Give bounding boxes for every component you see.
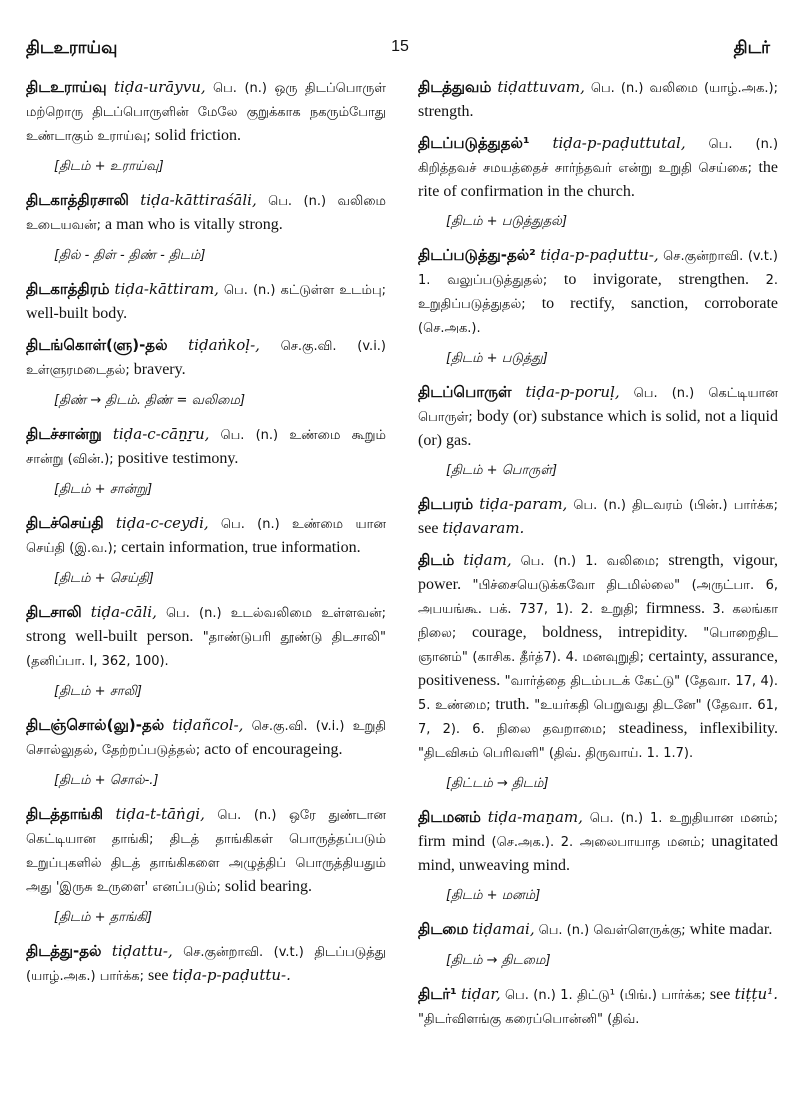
english-gloss: body (or) substance which is solid, not a liquid (or) gas.	[418, 408, 778, 449]
tamil-text: 2. உறுதிப்படுத்துதல்;	[418, 273, 779, 312]
dictionary-entry	[26, 714, 386, 762]
english-gloss: strength.	[418, 103, 474, 120]
tamil-text: "திடவிசும் பெரிவளி" (திவ். திருவாய். 1. 1.7).	[418, 746, 694, 761]
english-gloss: firm mind	[418, 833, 492, 850]
transliteration: tiḍa-kāttiraśāli,	[140, 191, 257, 209]
english-gloss	[686, 135, 709, 152]
transliteration: tiḍa-c-ceydi,	[115, 514, 209, 532]
tamil-text: (செ.அக.). 2. அலைபாயாத மனம்;	[491, 835, 705, 850]
etymology: [திடம் → திடமை]	[446, 953, 551, 968]
english-gloss: acto of encourageing.	[200, 741, 343, 758]
headword: திடஞ்சொல்(லு)-தல்	[26, 716, 165, 734]
dictionary-entry	[418, 493, 778, 540]
tamil-text: பெ. (n.) வலிமை உடையவன்;	[26, 194, 386, 233]
tamil-text: "பொறைதிட ஞானம்" (காசிக. தீர்த்7). 4. மனவுறுதி;	[418, 626, 778, 665]
english-gloss	[583, 809, 590, 826]
headword: திடங்கொள்(ளு)-தல்	[26, 336, 168, 354]
english-gloss: steadiness, inflexibility.	[606, 720, 778, 737]
english-gloss: positive testimony.	[113, 450, 239, 467]
etymology: [திடம் + சான்று]	[54, 482, 153, 497]
headword: திடப்படுத்துதல்¹	[418, 134, 530, 152]
etymology: [திடம் + தாங்கி]	[54, 910, 153, 925]
english-gloss	[243, 717, 251, 734]
headword: திடமனம்	[418, 808, 481, 826]
tamil-text: பெ. (n.) 1. திட்டு¹ (பிங்.) பார்க்க;	[504, 988, 706, 1003]
tamil-text: "திடர்விளங்கு கரைப்பொன்னி" (திவ்.	[418, 1012, 640, 1027]
tamil-text: செ.குன்றாவி. (v.t.) 1. வலுப்படுத்துதல்;	[418, 249, 779, 288]
etymology: [திண் → திடம். திண் = வலிமை]	[54, 393, 246, 408]
english-gloss: solid bearing.	[220, 878, 312, 895]
tamil-text: "பிச்சையெடுக்கவோ திடமில்லை" (அருட்பா. 6, அபயங்கூ. பக். 737, 1). 2. உறுதி;	[418, 578, 779, 617]
etymology: [திடம் + சொல்-.]	[54, 773, 159, 788]
etymology: [திடம் + செய்தி]	[54, 571, 154, 586]
english-gloss: see	[418, 520, 443, 537]
transliteration: tiḍa-kāttiram,	[114, 280, 219, 298]
headword: திடர்¹	[418, 985, 457, 1003]
headword: திடத்து-தல்	[26, 942, 102, 960]
headword: திடசாலி	[26, 603, 82, 621]
english-gloss	[107, 79, 114, 96]
dictionary-entry	[26, 189, 386, 237]
transliteration: tiḍa-cāli,	[90, 603, 157, 621]
english-gloss: well-built body.	[26, 305, 128, 322]
transliteration: tiḍam,	[463, 551, 512, 569]
tamil-text: பெ. (n.) உண்மை யான செய்தி (இ.வ.);	[26, 517, 386, 556]
transliteration: tiḍa-p-poruḷ,	[525, 383, 620, 401]
tamil-text: செ.குன்றாவி. (v.t.) திடப்படுத்து (யாழ்.அக.) பார்க்க;	[26, 945, 387, 984]
tamil-text: செ.கு.வி. (v.i.) உள்ளுரமடைதல்;	[26, 339, 387, 378]
dictionary-entry	[26, 803, 386, 899]
dictionary-entry	[418, 918, 778, 942]
dictionary-entry	[418, 76, 778, 123]
headword: திடப்பொருள்	[418, 383, 512, 401]
english-gloss: a man who is vitally strong.	[101, 216, 283, 233]
dictionary-entry	[418, 132, 778, 203]
english-gloss: truth.	[490, 696, 535, 713]
english-gloss	[129, 192, 140, 209]
dictionary-entry	[26, 940, 386, 988]
english-gloss: see	[143, 967, 173, 984]
english-gloss: strength, vigour, power.	[418, 552, 778, 593]
tamil-text: பெ. (n.) உண்மை கூறும் சான்று (வின்.);	[26, 428, 387, 467]
header-last-headword: திடர்	[733, 38, 770, 58]
headword: திடம்	[418, 551, 455, 569]
left-column	[26, 76, 386, 997]
transliteration: tiḍa-c-cāṉṟu,	[112, 425, 210, 443]
tamil-text: பெ. (n.) வெள்ளெருக்கு;	[538, 923, 686, 938]
etymology: [திடம் + படுத்து]	[446, 351, 548, 366]
tamil-text: பெ. (n.) திடவரம் (பின்.) பார்க்க;	[573, 498, 778, 513]
headword: திடபரம்	[418, 495, 474, 513]
transliteration: tiḍamai,	[472, 920, 535, 938]
transliteration: tiḍattuvam,	[497, 78, 585, 96]
english-gloss: bravery.	[129, 361, 186, 378]
transliteration: tiḍa-p-paḍuttu-.	[172, 966, 291, 984]
english-gloss: firmness.	[638, 600, 713, 617]
english-gloss: certainty, assurance, positiveness.	[418, 648, 778, 689]
page-header	[0, 38, 800, 66]
english-gloss	[168, 337, 189, 354]
english-gloss	[620, 384, 634, 401]
english-gloss: solid friction.	[150, 127, 242, 144]
tamil-text: "தாண்டுபரி தூண்டு திடசாலி" (தனிப்பா. I, 362, 100).	[26, 630, 386, 669]
etymology: [தில் - திள் - திண் - திடம்]	[54, 248, 206, 263]
header-first-headword: திடஉராய்வு	[26, 38, 118, 58]
english-gloss	[512, 552, 521, 569]
dictionary-entry	[26, 278, 386, 325]
tamil-text: "உயர்கதி பெறுவது திடனே" (தேவா. 61, 7, 2). 6. நிலை தவறாமை;	[418, 698, 779, 737]
english-gloss: strong well-built person.	[26, 628, 203, 645]
tamil-text: பெ. (n.) வலிமை (யாழ்.அக.);	[590, 81, 779, 96]
english-gloss	[530, 135, 553, 152]
transliteration: tiḍattu-,	[111, 942, 173, 960]
dictionary-entry	[418, 244, 778, 340]
english-gloss	[103, 806, 115, 823]
english-gloss	[102, 426, 113, 443]
dictionary-entry	[26, 601, 386, 673]
transliteration: tiḍa-p-paḍuttutal,	[552, 134, 686, 152]
english-gloss	[82, 604, 91, 621]
headword: திடத்துவம்	[418, 78, 492, 96]
english-gloss: see	[705, 986, 735, 1003]
english-gloss	[206, 79, 213, 96]
dictionary-entry	[26, 512, 386, 560]
tamil-text: பெ. (n.) கட்டுள்ள உடம்பு;	[223, 283, 387, 298]
transliteration: tiḍaṅkoḷ-,	[188, 336, 260, 354]
etymology: [திடம் + உராய்வு]	[54, 159, 164, 174]
transliteration: tiḍa-t-tāṅgi,	[115, 805, 205, 823]
transliteration: tiḍa-param,	[479, 495, 568, 513]
dictionary-entry	[26, 334, 386, 382]
tamil-text: (செ.அக.).	[418, 321, 481, 336]
transliteration: tiḍa-maṉam,	[487, 808, 583, 826]
tamil-text: "வார்த்தை திடம்படக் கேட்டு" (தேவா. 17, 4). 5. உண்மை;	[418, 674, 778, 713]
transliteration: tiḍa-urāyvu,	[114, 78, 206, 96]
transliteration: tiḍavaram.	[442, 519, 525, 537]
headword: திடஉராய்வு	[26, 78, 107, 96]
headword: திடச்செய்தி	[26, 514, 104, 532]
english-gloss: courage, boldness, intrepidity.	[456, 624, 704, 641]
english-gloss	[512, 384, 526, 401]
english-gloss: the rite of confirmation in the church.	[418, 159, 779, 200]
tamil-text: பெ. (n.) 1. உறுதியான மனம்;	[589, 811, 779, 826]
tamil-text: பெ. (n.) கிறித்தவச் சமயத்தைச் சார்ந்தவர் என்று உறுதி செய்கை;	[418, 137, 779, 176]
headword: திடப்படுத்து-தல்²	[418, 246, 536, 264]
tamil-text: 3. கலங்கா நிலை;	[418, 602, 778, 641]
english-gloss: certain information, true information.	[117, 539, 361, 556]
headword: திடகாத்திரம்	[26, 280, 110, 298]
english-gloss: to invigorate, strengthen.	[547, 271, 766, 288]
headword: திடச்சான்று	[26, 425, 102, 443]
english-gloss: unagitated mind, unweaving mind.	[418, 833, 778, 874]
english-gloss	[209, 426, 220, 443]
dictionary-entry	[418, 806, 778, 877]
english-gloss	[101, 943, 111, 960]
dictionary-entry	[418, 381, 778, 452]
english-gloss: white madar.	[685, 921, 773, 938]
tamil-text: பெ. (n.) ஒரு திடப்பொருள் மற்றொரு திடப்பொருளின் மேலே குறுக்காக நகரும்போது உண்டாகும் உராய்வு;	[26, 81, 386, 144]
english-gloss	[173, 943, 183, 960]
dictionary-entry	[26, 423, 386, 471]
headword: திடத்தாங்கி	[26, 805, 104, 823]
etymology: [திடம் + படுத்துதல்]	[446, 214, 568, 229]
right-column	[418, 76, 778, 1040]
tamil-text: செ.கு.வி. (v.i.) உறுதி சொல்லுதல், தேற்றப்படுத்தல்;	[26, 719, 387, 758]
english-gloss	[209, 515, 221, 532]
etymology: [திடம் + பொருள்]	[446, 463, 558, 478]
transliteration: tiḍa-p-paḍuttu-,	[540, 246, 659, 264]
tamil-text: பெ. (n.) 1. வலிமை;	[520, 554, 660, 569]
etymology: [திடம் + சாலி]	[54, 684, 142, 699]
tamil-text: பெ. (n.) கெட்டியான பொருள்;	[418, 386, 779, 425]
english-gloss	[454, 552, 463, 569]
english-gloss	[260, 337, 281, 354]
etymology: [திடம் + மனம்]	[446, 888, 541, 903]
english-gloss	[205, 806, 217, 823]
headword: திடகாத்திரசாலி	[26, 191, 129, 209]
headword: திடமை	[418, 920, 469, 938]
page-number: 15	[391, 38, 409, 55]
tamil-text: பெ. (n.) உடல்வலிமை உள்ளவன்;	[165, 606, 387, 621]
english-gloss	[157, 604, 166, 621]
english-gloss	[104, 515, 116, 532]
dictionary-entry	[418, 983, 778, 1031]
english-gloss	[481, 809, 488, 826]
english-gloss: to rectify, sanction, corroborate	[525, 295, 778, 312]
transliteration: tiḍañcol-,	[172, 716, 244, 734]
english-gloss	[257, 192, 268, 209]
etymology: [திட்டம் → திடம்]	[446, 776, 549, 791]
tamil-text: பெ. (n.) ஒரே துண்டான கெட்டியான தாங்கி; திடத் தாங்கிகள் பொருத்தப்படும் உறுப்புகளில் திடத் தாங்கிகளை அழுத்திப் பொருத்தியதும் அது 'இருசு உருளை' எனப்படும்;	[26, 808, 387, 895]
transliteration: tiḍar,	[460, 985, 501, 1003]
dictionary-entry	[418, 549, 778, 765]
transliteration: tiṭṭu¹.	[734, 985, 778, 1003]
dictionary-entry	[26, 76, 386, 148]
